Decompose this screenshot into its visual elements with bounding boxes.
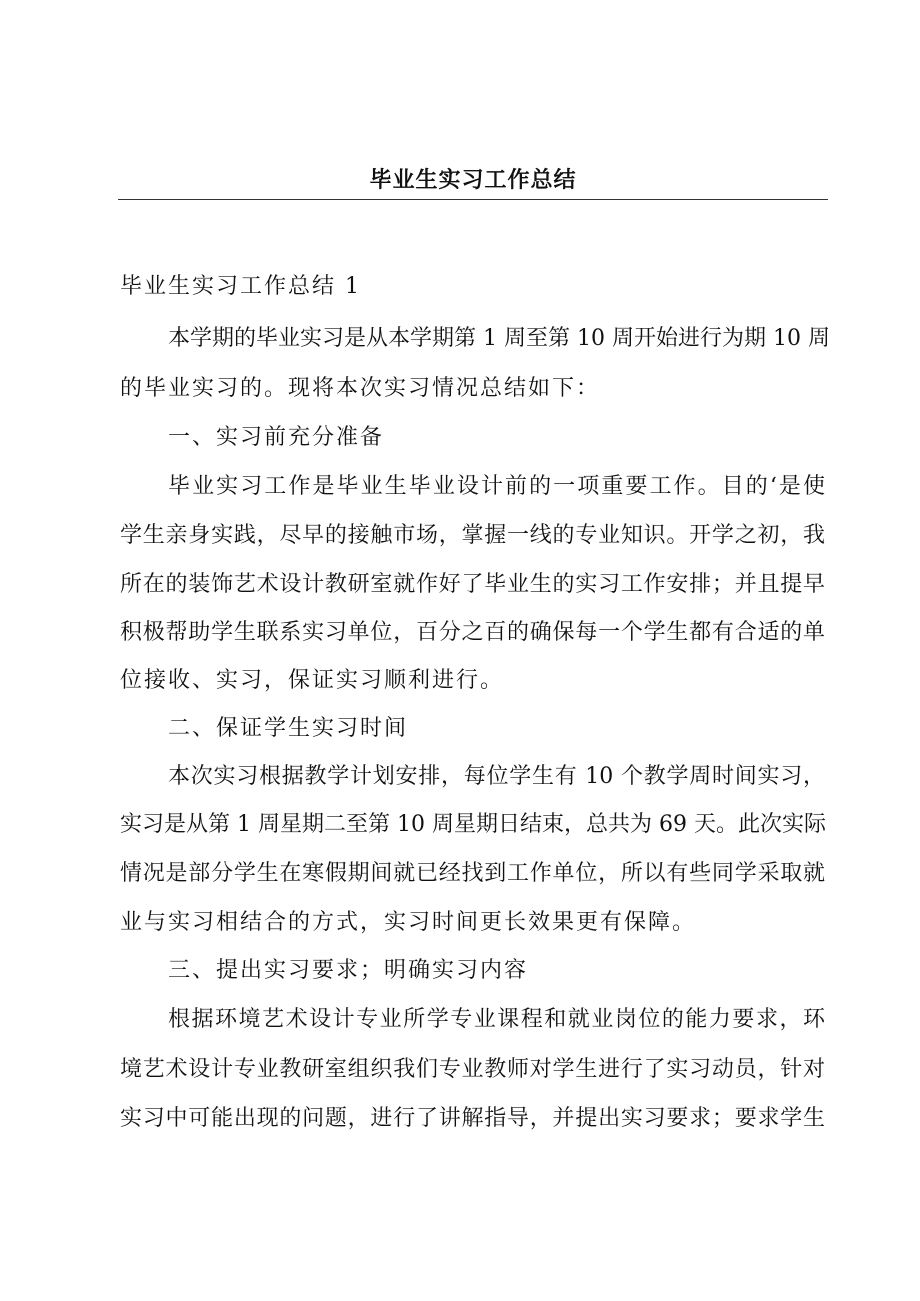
paragraph-line: 本次实习根据教学计划安排，每位学生有 10 个教学周时间实习， xyxy=(168,764,825,789)
paragraph-line: 情况是部分学生在寒假期间就已经找到工作单位，所以有些同学采取就 xyxy=(120,861,825,886)
paragraph-line: 境艺术设计专业教研室组织我们专业教师对学生进行了实习动员，针对 xyxy=(120,1057,825,1082)
paragraph-line: 毕业实习工作是毕业生毕业设计前的一项重要工作。目的‘是使 xyxy=(168,474,825,499)
title-underline xyxy=(118,199,828,200)
paragraph-line: 所在的装饰艺术设计教研室就作好了毕业生的实习工作安排；并且提早 xyxy=(120,572,825,597)
paragraph-line: 的毕业实习的。现将本次实习情况总结如下： xyxy=(120,376,601,401)
document-title: 毕业生实习工作总结 xyxy=(369,168,577,193)
subheading-time: 二、保证学生实习时间 xyxy=(168,716,409,741)
paragraph-line: 实习中可能出现的问题，进行了讲解指导，并提出实习要求；要求学生 xyxy=(120,1106,825,1131)
paragraph-line: 位接收、实习，保证实习顺利进行。 xyxy=(120,668,505,693)
paragraph-line: 业与实习相结合的方式，实习时间更长效果更有保障。 xyxy=(120,910,697,935)
paragraph-line: 积极帮助学生联系实习单位，百分之百的确保每一个学生都有合适的单 xyxy=(120,620,825,645)
paragraph-line: 学生亲身实践，尽早的接触市场，掌握一线的专业知识。开学之初，我 xyxy=(120,523,825,548)
paragraph-line: 本学期的毕业实习是从本学期第 1 周至第 10 周开始进行为期 10 周 xyxy=(168,326,830,351)
subheading-requirements: 三、提出实习要求；明确实习内容 xyxy=(168,958,529,983)
paragraph-line: 实习是从第 1 周星期二至第 10 周星期日结束，总共为 69 天。此次实际 xyxy=(120,812,826,837)
paragraph-line: 根据环境艺术设计专业所学专业课程和就业岗位的能力要求，环 xyxy=(168,1007,825,1032)
subheading-preparation: 一、实习前充分准备 xyxy=(168,425,385,450)
section-heading: 毕业生实习工作总结 1 xyxy=(120,274,361,299)
